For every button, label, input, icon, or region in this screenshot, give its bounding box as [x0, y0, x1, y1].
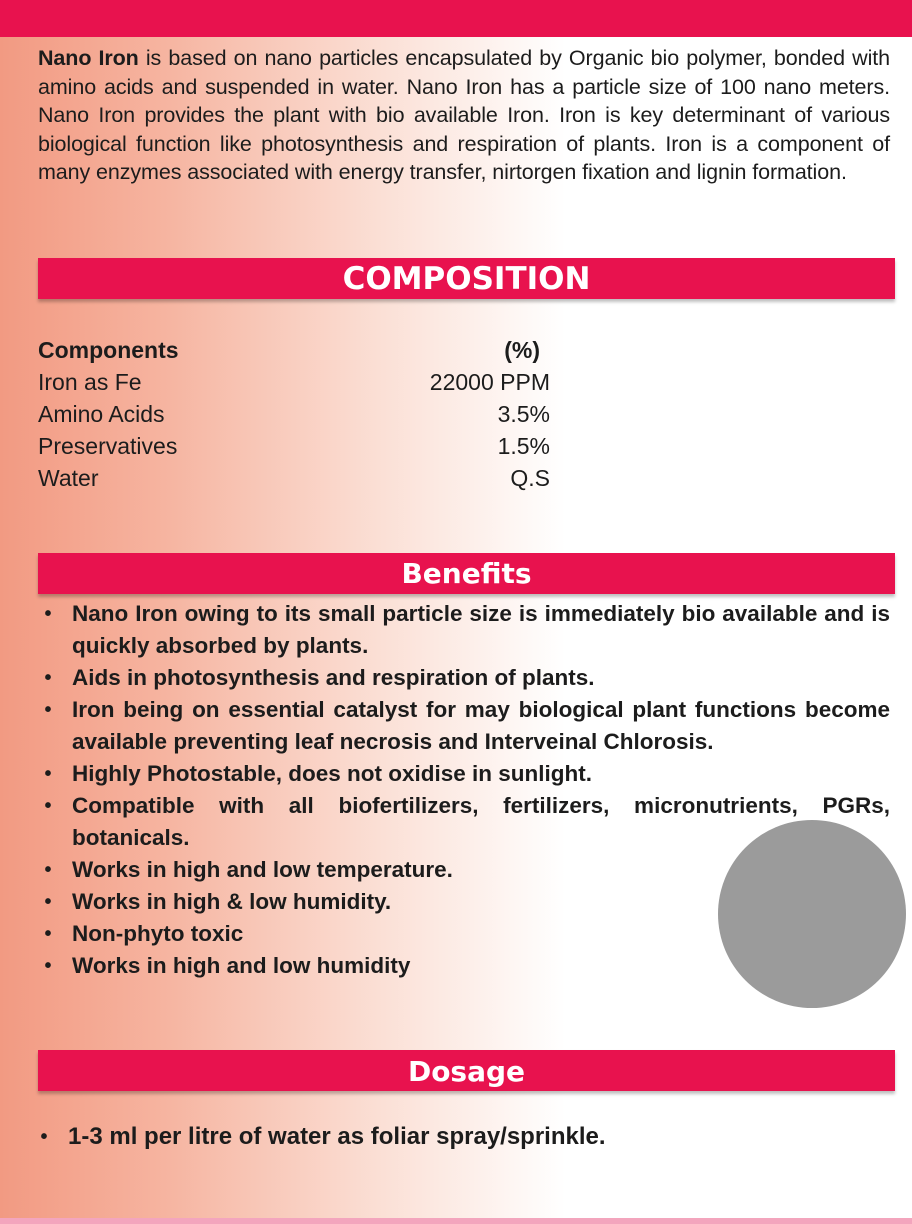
list-item: [38, 694, 890, 758]
bullet-icon: •: [44, 859, 52, 881]
list-item: [38, 662, 890, 694]
composition-table-header: [38, 334, 578, 366]
benefit-text: Works in high and low humidity: [72, 953, 411, 978]
bullet-icon: •: [44, 603, 52, 625]
dosage-title: Dosage: [407, 1055, 526, 1088]
intro-product-name: Nano Iron: [38, 46, 139, 70]
list-item: [34, 1120, 894, 1154]
benefit-text: Works in high & low humidity.: [72, 889, 392, 914]
intro-text: is based on nano particles encapsulated by Organic bio polymer, bonded with amino acids and suspended in water. Nano Iron has a particle size of 100 nano meters. Nano Iron provides the plant with bio available Iron. Iron is key determinant of various biological function like photosynthesis and respiration of plants. Iron is a component of many enzymes associated with energy transfer, nirtorgen fixation and lignin formation.: [38, 46, 890, 184]
component-name: Water: [38, 465, 99, 491]
benefit-text: Compatible with all biofertilizers, fertilizers, micronutrients, PGRs, botanicals.: [72, 793, 890, 850]
components-column-header: Components: [38, 337, 179, 363]
benefit-text: Highly Photostable, does not oxidise in sunlight.: [72, 761, 593, 786]
table-row: [38, 398, 578, 430]
bullet-icon: •: [44, 891, 52, 913]
bullet-icon: •: [44, 667, 52, 689]
benefit-text: Non-phyto toxic: [72, 921, 244, 946]
bullet-icon: •: [44, 795, 52, 817]
benefits-header-bar: [38, 553, 895, 594]
component-value: 22000 PPM: [429, 369, 550, 395]
intro-paragraph: [38, 44, 890, 187]
benefit-text: Aids in photosynthesis and respiration of plants.: [72, 665, 595, 690]
bullet-icon: •: [44, 955, 52, 977]
percent-column-header: (%): [504, 337, 540, 363]
benefit-text: Iron being on essential catalyst for may biological plant functions become available preventing leaf necrosis and Interveinal Chlorosis.: [72, 697, 890, 754]
component-name: Amino Acids: [38, 401, 165, 427]
component-value: Q.S: [510, 465, 550, 491]
table-row: [38, 462, 578, 494]
top-color-band: [0, 0, 912, 37]
bullet-icon: •: [44, 699, 52, 721]
component-name: Preservatives: [38, 433, 178, 459]
composition-table: [38, 334, 578, 494]
bullet-icon: •: [40, 1126, 48, 1148]
list-item: [38, 758, 890, 790]
dosage-text: 1-3 ml per litre of water as foliar spray/sprinkle.: [68, 1123, 606, 1150]
component-value: 1.5%: [497, 433, 550, 459]
benefit-text: Nano Iron owing to its small particle size is immediately bio available and is quickly absorbed by plants.: [72, 601, 890, 658]
benefits-title: Benefits: [401, 557, 532, 590]
benefit-text: Works in high and low temperature.: [72, 857, 453, 882]
bottom-accent-line: [0, 1218, 912, 1224]
bullet-icon: •: [44, 923, 52, 945]
component-name: Iron as Fe: [38, 369, 142, 395]
composition-title: COMPOSITION: [342, 261, 591, 297]
table-row: [38, 366, 578, 398]
bullet-icon: •: [44, 763, 52, 785]
table-row: [38, 430, 578, 462]
composition-header-bar: [38, 258, 895, 299]
dosage-header-bar: [38, 1050, 895, 1091]
component-value: 3.5%: [497, 401, 550, 427]
gray-circle-placeholder: [718, 820, 906, 1008]
list-item: [38, 598, 890, 662]
dosage-list: [34, 1120, 894, 1154]
